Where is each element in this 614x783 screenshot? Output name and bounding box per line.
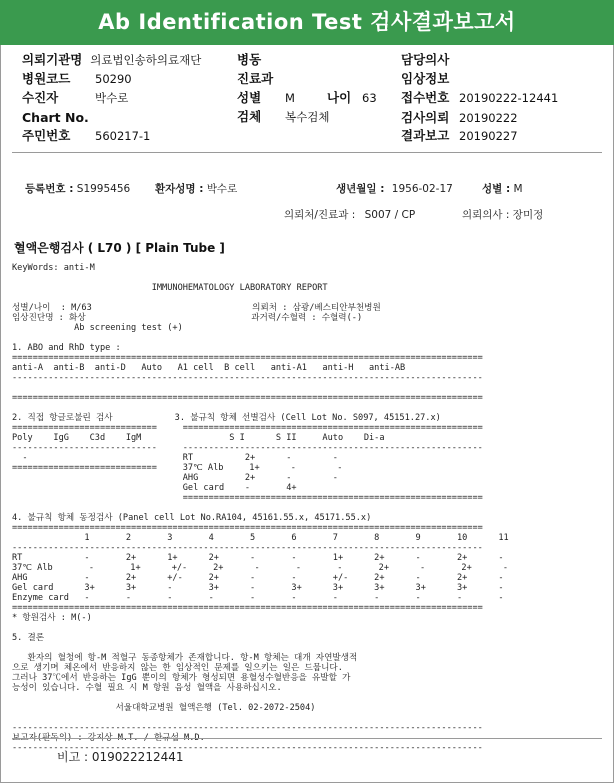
- header-label: 검체: [237, 109, 262, 124]
- remark-value: 019022212441: [91, 750, 184, 764]
- footer-divider: [12, 738, 602, 739]
- report-line: 보고자(판독의) : 강지상 M.T. / 한규섭 M.D.: [12, 733, 205, 743]
- report-line: [12, 273, 509, 283]
- report-line: -------------------------------------------------------------------------------------------: [12, 373, 483, 383]
- report-line: Poly IgG C3d IgM S I S II Auto Di-a: [12, 433, 385, 443]
- report-line: IMMUNOHEMATOLOGY LABORATORY REPORT: [12, 283, 328, 293]
- header-row-institution: [22, 53, 201, 67]
- report-line: - RT 2+ - -: [12, 453, 338, 463]
- report-line: [12, 713, 509, 723]
- patient-name-value: 박수로: [206, 183, 238, 195]
- patient-name-label: 환자성명 :: [155, 183, 204, 195]
- report-line: [12, 623, 509, 633]
- header-label: 접수번호: [401, 90, 450, 105]
- header-row-specimen: [237, 109, 330, 124]
- patient-reg: [25, 181, 130, 196]
- header-label: 수진자: [22, 90, 59, 105]
- patient-name: [155, 181, 237, 196]
- patient-dept: [284, 207, 415, 222]
- report-line: 1. ABO and RhD type :: [12, 343, 121, 353]
- report-line: Enzyme card - - - - - - - - - - -: [12, 593, 504, 603]
- header-value: M: [285, 91, 295, 105]
- header-value: 의료법인송하의료재단: [90, 53, 202, 67]
- header-row-clinical-info: [401, 72, 449, 86]
- patient-dob-label: 생년월일 :: [336, 183, 385, 195]
- header-label: 진료과: [237, 71, 274, 86]
- patient-sex: [482, 181, 523, 196]
- report-line: [12, 503, 509, 513]
- report-line: [12, 383, 509, 393]
- header-value: 50290: [95, 72, 132, 86]
- report-line: [12, 293, 509, 303]
- patient-dept-label: 의뢰처/진료과 :: [284, 209, 356, 221]
- header-value: 복수검체: [285, 110, 330, 124]
- header-label: Chart No.: [22, 110, 89, 125]
- header-row-ward: [237, 53, 267, 67]
- report-line: 37℃ Alb - 1+ +/- 2+ - - - 2+ - 2+ -: [12, 563, 508, 573]
- header-label: 주민번호: [22, 128, 71, 143]
- report-line: [12, 403, 509, 413]
- report-line: 성별/나이 : M/63 의뢰처 : 삼광/베스티안부천병원: [12, 303, 381, 313]
- header-divider: [12, 152, 602, 153]
- patient-reg-label: 등록번호 :: [25, 183, 74, 195]
- report-line: Gel card 3+ 3+ - 3+ - 3+ 3+ 3+ 3+ 3+ -: [12, 583, 504, 593]
- report-line: 환자의 혈청에 항-M 적혈구 동종항체가 존재합니다. 항-M 항체는 대개 자연발생적: [12, 653, 358, 663]
- patient-sex-label: 성별 :: [482, 183, 511, 195]
- report-line: 으로 생기며 체온에서 반응하지 않는 한 임상적인 문제를 일으키는 일은 드뭅니다.: [12, 663, 343, 673]
- report-line: ============================ 37℃ Alb 1+ - -: [12, 463, 343, 473]
- header-row-department: [237, 72, 279, 86]
- header-row-patient: [22, 90, 129, 105]
- report-line: 4. 불규칙 항체 동정검사 (Panel cell Lot No.RA104, 45161.55.x, 45171.55.x): [12, 513, 372, 523]
- patient-doctor: [462, 207, 543, 222]
- report-line: anti-A anti-B anti-D Auto A1 cell B cell anti-A1 anti-H anti-AB: [12, 363, 406, 373]
- header-label: 결과보고: [401, 128, 450, 143]
- header-age-value: 63: [362, 91, 377, 105]
- patient-doctor-label: 의뢰의사 :: [462, 209, 510, 221]
- report-line: [12, 643, 509, 653]
- report-line: [12, 333, 509, 343]
- patient-reg-value: S1995456: [76, 183, 131, 195]
- report-line: ==========================================================: [12, 493, 483, 503]
- header-age-label: 나이: [327, 90, 352, 105]
- header-row-hospital-code: [22, 71, 132, 86]
- header-value: 박수로: [95, 91, 129, 105]
- header-row-chart-no: [22, 111, 89, 125]
- report-title-bar: Ab Identification Test 검사결과보고서: [0, 0, 614, 45]
- header-label: 병원코드: [22, 71, 71, 86]
- header-value: 560217-1: [95, 129, 151, 143]
- patient-dept-value: S007 / CP: [364, 209, 416, 221]
- patient-doctor-value: 장미정: [512, 209, 544, 221]
- report-line: ---------------------------- ----------------------------------------------------------: [12, 443, 483, 453]
- report-line: Ab screening test (+): [12, 323, 183, 333]
- header-value: 20190222-12441: [459, 91, 559, 105]
- report-line: -------------------------------------------------------------------------------------------: [12, 743, 483, 753]
- header-label: 의뢰기관명: [22, 52, 83, 67]
- report-line: ===========================================================================================: [12, 523, 483, 533]
- report-line: 1 2 3 4 5 6 7 8 9 10 11: [12, 533, 509, 543]
- header-row-accession: [401, 90, 559, 105]
- remark-label: 비고 :: [57, 750, 89, 764]
- header-row-doctor: [401, 53, 449, 67]
- header-value: 20190222: [459, 111, 518, 125]
- patient-sex-value: M: [513, 183, 523, 195]
- report-line: ===========================================================================================: [12, 353, 483, 363]
- report-line: 서울대학교병원 혈액은행 (Tel. 02-2072-2504): [12, 703, 316, 713]
- header-value: 20190227: [459, 129, 518, 143]
- report-line: * 항원검사 : M(-): [12, 613, 92, 623]
- patient-dob-value: 1956-02-17: [391, 183, 453, 195]
- report-line: Gel card - 4+: [12, 483, 297, 493]
- report-line: 그러나 37℃에서 반응하는 IgG 뿐이의 항체가 형성되면 용혈성수혈반응을 유발할 가: [12, 673, 351, 683]
- report-line: RT - 2+ 1+ 2+ - - 1+ 2+ - 2+ -: [12, 553, 504, 563]
- header-row-sex-age: [237, 90, 377, 105]
- report-line: AHG - 2+ +/- 2+ - - +/- 2+ - 2+ -: [12, 573, 504, 583]
- header-label: 병동: [237, 52, 262, 67]
- report-section-title: 혈액은행검사 ( L70 ) [ Plain Tube ]: [14, 241, 225, 255]
- header-label: 성별: [237, 90, 262, 105]
- report-line: AHG 2+ - -: [12, 473, 338, 483]
- report-line: ===========================================================================================: [12, 393, 483, 403]
- report-line: 능성이 있습니다. 수혈 필요 시 M 항원 음성 혈액을 사용하십시오.: [12, 683, 282, 693]
- report-line: ===========================================================================================: [12, 603, 483, 613]
- header-label: 담당의사: [401, 52, 450, 67]
- report-line: -------------------------------------------------------------------------------------------: [12, 543, 483, 553]
- header-label: 임상정보: [401, 71, 450, 86]
- header-label: 검사의뢰: [401, 110, 450, 125]
- remark: [57, 748, 184, 765]
- report-line: 임상진단명 : 화상 과거력/수혈력 : 수혈력(-): [12, 313, 363, 323]
- header-row-report-date: [401, 128, 518, 143]
- report-line: -------------------------------------------------------------------------------------------: [12, 723, 483, 733]
- report-body: [12, 263, 509, 753]
- report-line: ============================ ==========================================================: [12, 423, 483, 433]
- report-line: 2. 직접 항글로불린 검사 3. 불규칙 항체 선별검사 (Cell Lot No. S097, 45151.27.x): [12, 413, 441, 423]
- patient-dob: [336, 181, 453, 196]
- report-line: [12, 693, 509, 703]
- report-line: 5. 결론: [12, 633, 45, 643]
- header-row-rrn: [22, 128, 151, 143]
- report-line: KeyWords: anti-M: [12, 263, 95, 273]
- header-row-request-date: [401, 110, 518, 125]
